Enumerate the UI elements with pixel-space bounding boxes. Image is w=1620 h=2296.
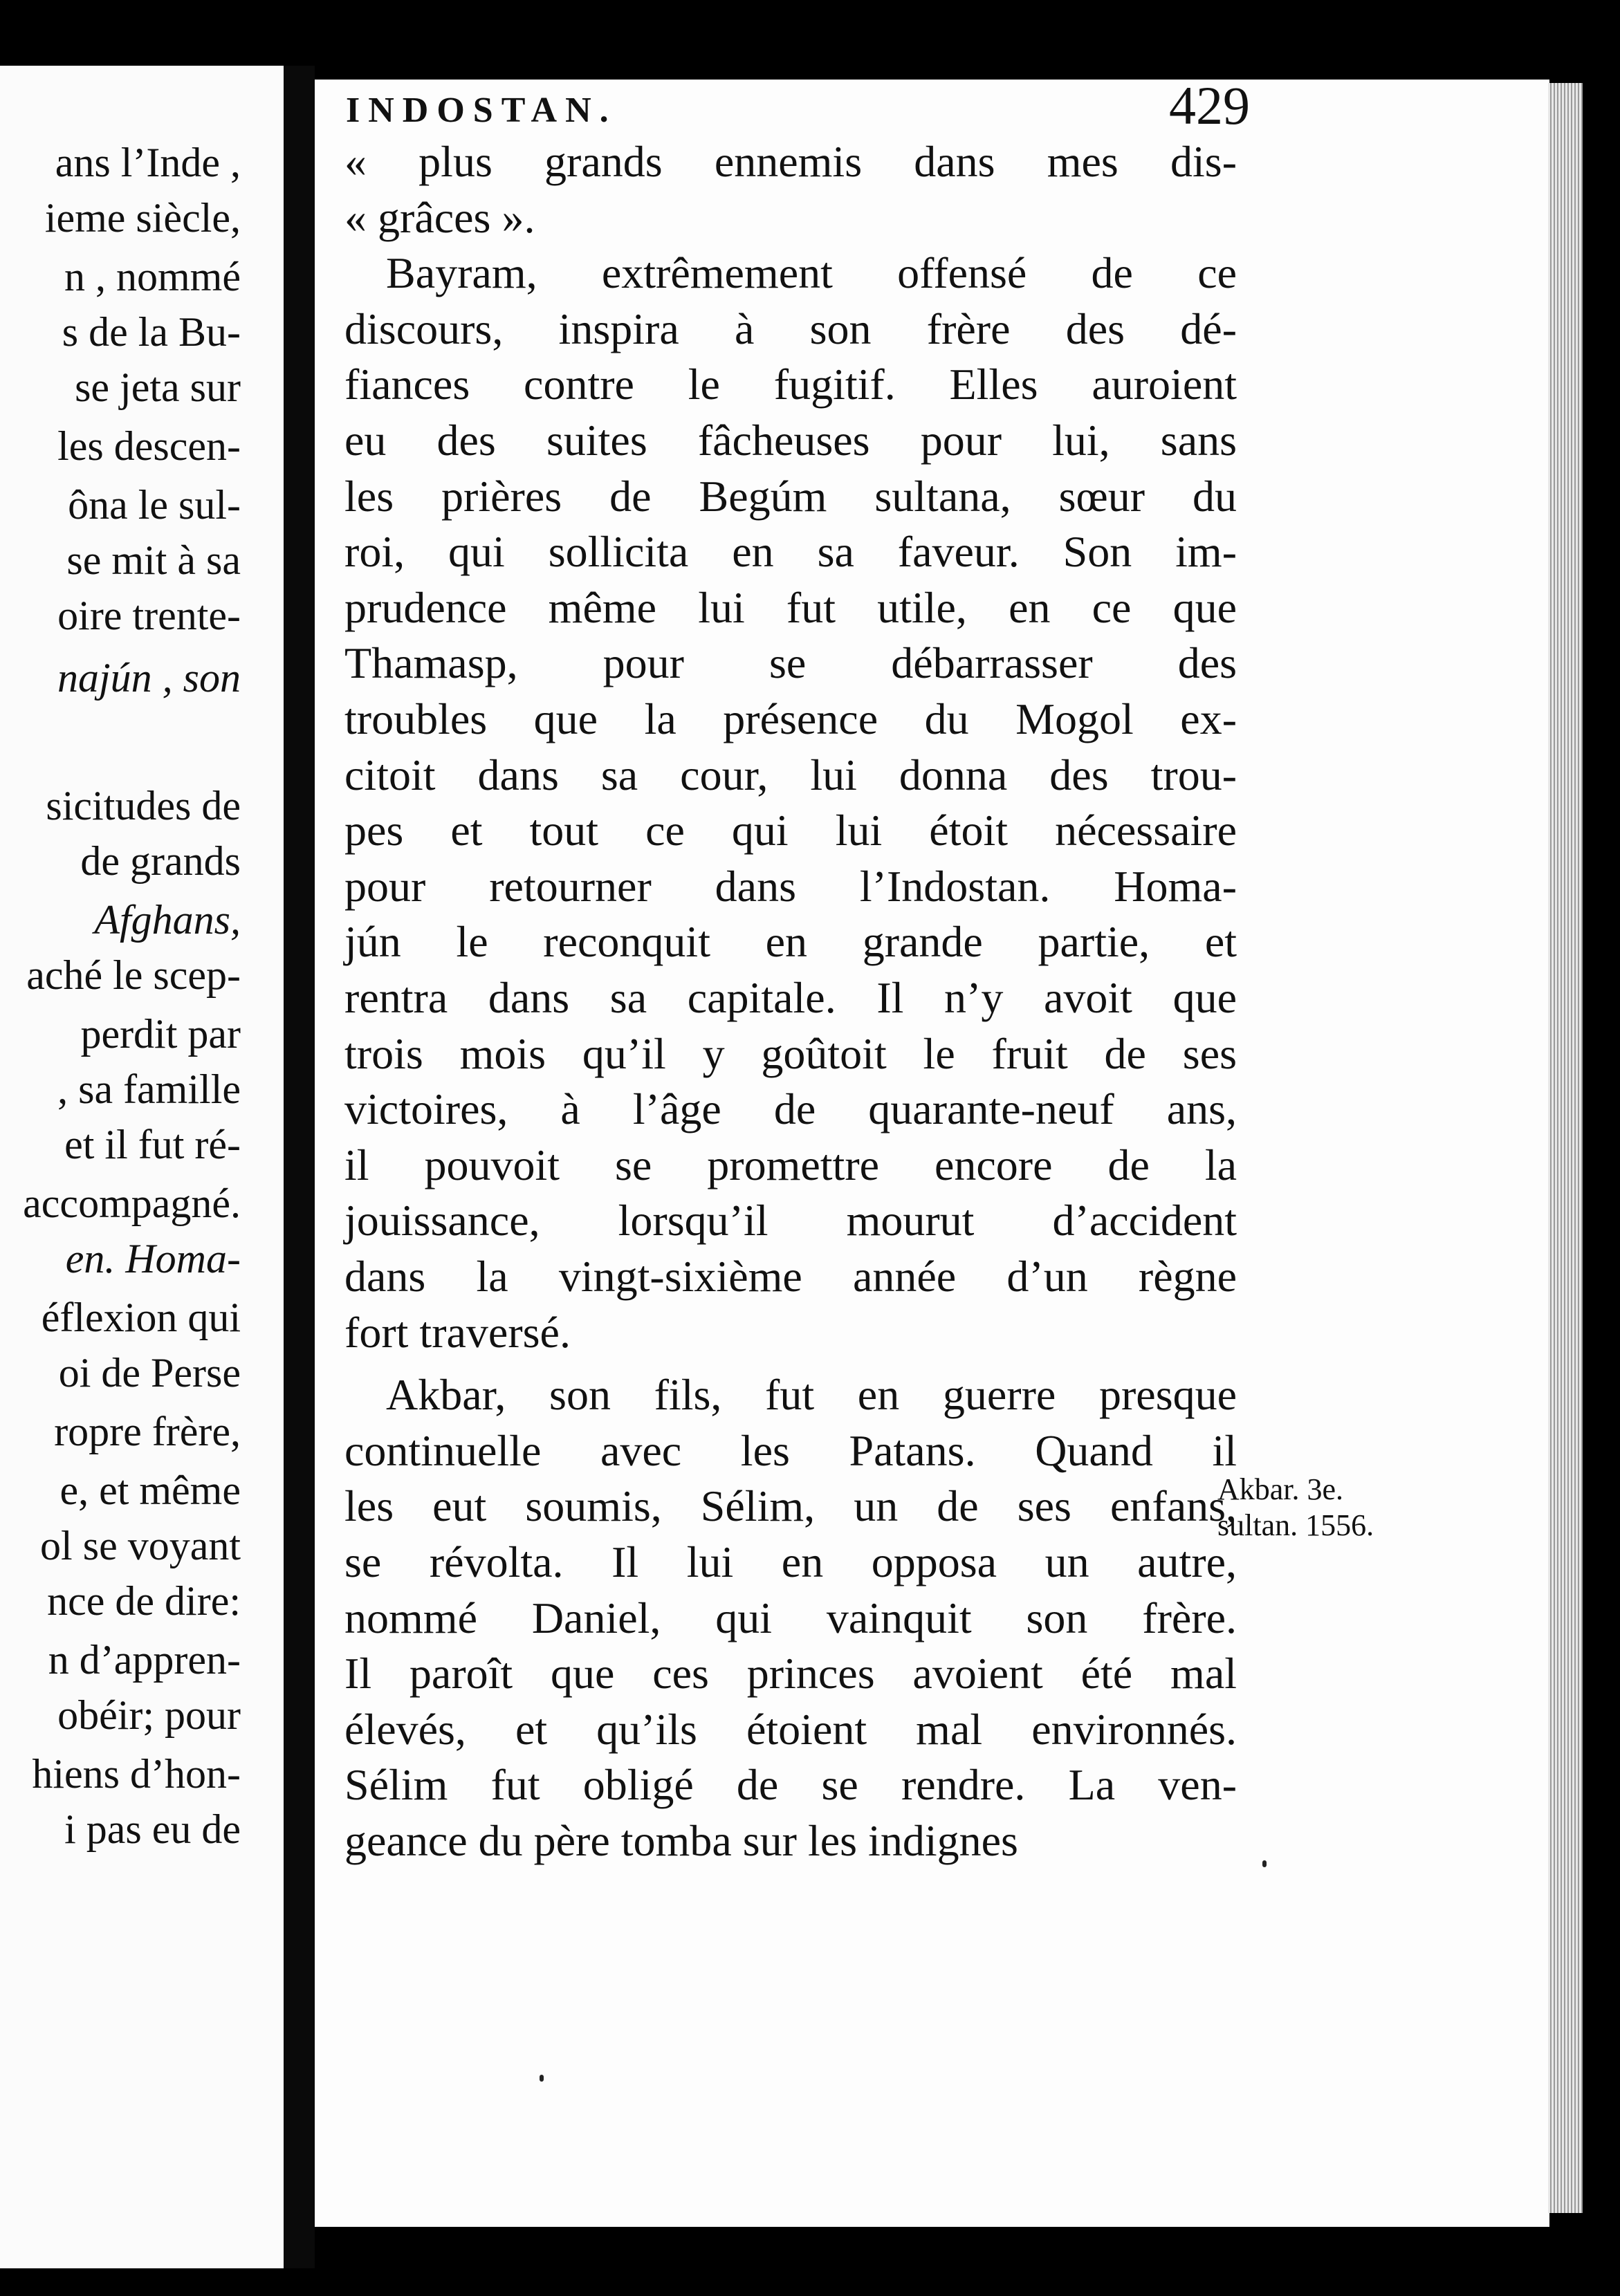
body-line: les eut soumis, Sélim, un de ses enfans,	[344, 1481, 1237, 1531]
left-page-line: ropre frère,	[54, 1409, 241, 1454]
left-page-line: accompagné.	[23, 1181, 241, 1226]
margin-note-line-2: sultan. 1556.	[1217, 1508, 1374, 1542]
left-page-line: ol se voyant	[40, 1523, 241, 1568]
left-page-line: ieme siècle,	[44, 195, 241, 241]
body-line: geance du père tomba sur les indignes	[344, 1816, 1018, 1865]
body-line: élevés, et qu’ils étoient mal environnés.	[344, 1704, 1237, 1754]
left-page-line: Afghans,	[94, 897, 241, 943]
left-page-line: se mit à sa	[66, 537, 241, 583]
left-page-line: hiens d’hon-	[32, 1751, 241, 1797]
left-page-line: oire trente-	[57, 593, 241, 638]
body-line: il pouvoit se promettre encore de la	[344, 1140, 1237, 1189]
body-line: trois mois qu’il y goûtoit le fruit de ses	[344, 1028, 1237, 1078]
body-line: troubles que la présence du Mogol ex-	[344, 694, 1237, 743]
body-line: fiances contre le fugitif. Elles auroient	[344, 360, 1237, 409]
page-edge	[1548, 83, 1583, 2213]
left-page-line: éflexion qui	[41, 1295, 241, 1340]
body-line: jouissance, lorsqu’il mourut d’accident	[344, 1196, 1237, 1246]
margin-note-line-1: Akbar. 3e.	[1217, 1472, 1344, 1506]
left-page-line: nce de dire:	[47, 1578, 241, 1624]
left-page-line: se jeta sur	[75, 364, 241, 410]
left-page-line: obéir; pour	[57, 1692, 241, 1738]
body-line: eu des suites fâcheuses pour lui, sans	[344, 416, 1237, 465]
body-line: jún le reconquit en grande partie, et	[344, 917, 1237, 967]
left-page-line: e, et même	[59, 1468, 241, 1513]
left-page-line: les descen-	[57, 423, 241, 469]
body-line: pour retourner dans l’Indostan. Homa-	[344, 861, 1237, 911]
left-page-line: aché le scep-	[26, 952, 241, 998]
body-line: roi, qui sollicita en sa faveur. Son im-	[344, 527, 1237, 577]
left-page-line: n d’appren-	[48, 1637, 241, 1683]
body-line: « plus grands ennemis dans mes dis-	[344, 137, 1237, 186]
body-line: Akbar, son fils, fut en guerre presque	[386, 1370, 1237, 1420]
left-page-line: i pas eu de	[64, 1806, 241, 1852]
body-line: victoires, à l’âge de quarante-neuf ans,	[344, 1084, 1237, 1134]
running-head-title: INDOSTAN.	[346, 91, 617, 130]
body-line: continuelle avec les Patans. Quand il	[344, 1425, 1237, 1475]
left-page-line: , sa famille	[57, 1066, 241, 1112]
body-line: discours, inspira à son frère des dé-	[344, 304, 1237, 353]
body-line: citoit dans sa cour, lui donna des trou-	[344, 750, 1237, 799]
body-line: pes et tout ce qui lui étoit nécessaire	[344, 806, 1237, 855]
ink-speck	[540, 2075, 544, 2082]
left-page-line: oi de Perse	[58, 1350, 241, 1396]
body-line: rentra dans sa capitale. Il n’y avoit que	[344, 973, 1237, 1022]
body-line: nommé Daniel, qui vainquit son frère.	[344, 1593, 1237, 1642]
body-line: fort traversé.	[344, 1307, 571, 1357]
book-gutter	[284, 66, 315, 2268]
left-page-line: ans l’Inde ,	[55, 140, 241, 185]
left-page-line: sicitudes de	[46, 783, 241, 828]
body-line: dans la vingt-sixième année d’un règne	[344, 1252, 1237, 1301]
left-page-line: perdit par	[80, 1011, 241, 1057]
left-page	[0, 66, 284, 2268]
body-line: les prières de Begúm sultana, sœur du	[344, 471, 1237, 521]
left-page-line: ôna le sul-	[68, 482, 241, 528]
left-page-line: s de la Bu-	[62, 309, 241, 355]
body-line: « grâces ».	[344, 192, 535, 242]
left-page-line: de grands	[80, 838, 241, 884]
body-line: Bayram, extrêmement offensé de ce	[386, 248, 1237, 298]
body-line: prudence même lui fut utile, en ce que	[344, 582, 1237, 632]
body-line: Il paroît que ces princes avoient été mal	[344, 1649, 1237, 1698]
left-page-line: en. Homa-	[65, 1236, 241, 1281]
ink-speck	[1262, 1860, 1267, 1867]
page-number: 429	[1169, 75, 1250, 136]
left-page-line: n , nommé	[64, 254, 241, 299]
body-line: se révolta. Il lui en opposa un autre,	[344, 1537, 1237, 1586]
left-page-line: et il fut ré-	[64, 1122, 241, 1167]
body-line: Thamasp, pour se débarrasser des	[344, 638, 1237, 688]
left-page-line: najún , son	[57, 655, 241, 701]
body-line: Sélim fut obligé de se rendre. La ven-	[344, 1760, 1237, 1810]
